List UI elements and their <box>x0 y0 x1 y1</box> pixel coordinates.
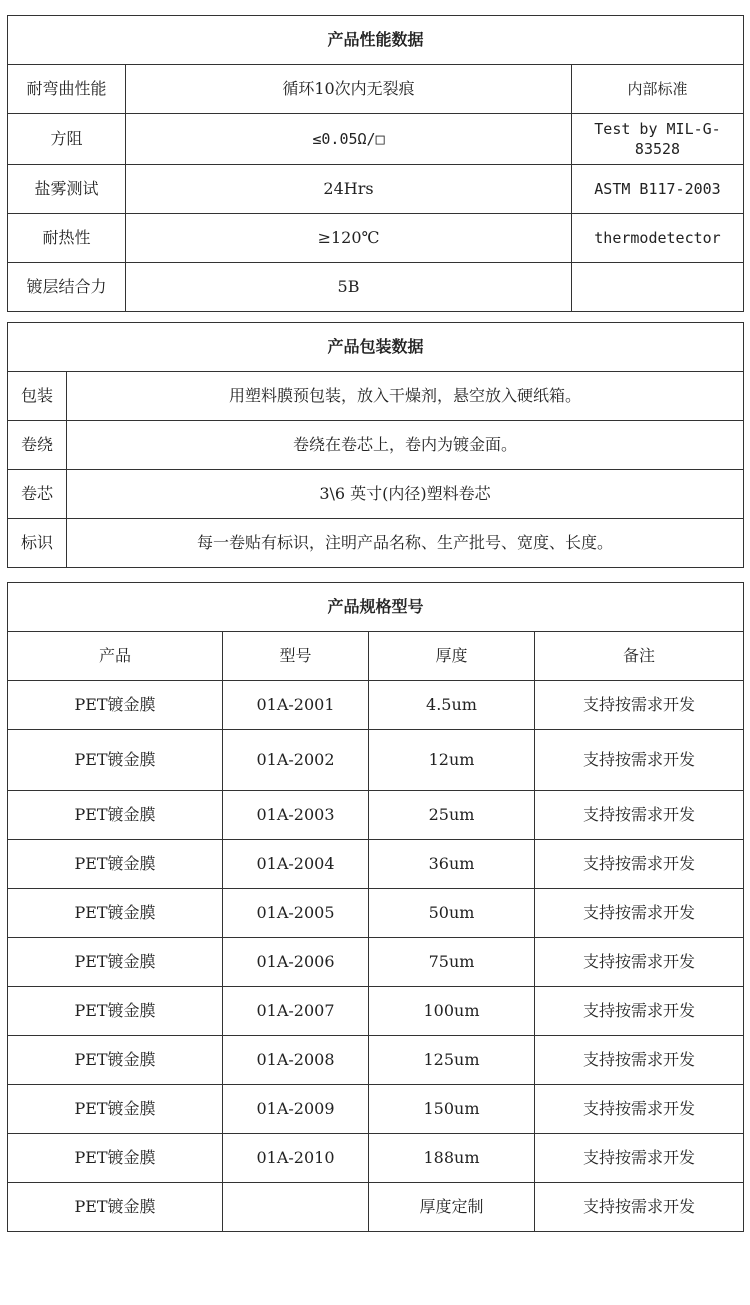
specs-cell-product: PET镀金膜 <box>8 1183 223 1232</box>
specs-cell-model: 01A-2002 <box>223 730 369 791</box>
specs-cell-note: 支持按需求开发 <box>535 1134 744 1183</box>
specs-cell-note: 支持按需求开发 <box>535 1036 744 1085</box>
specs-cell-product: PET镀金膜 <box>8 791 223 840</box>
specs-cell-note: 支持按需求开发 <box>535 791 744 840</box>
specs-cell-model: 01A-2008 <box>223 1036 369 1085</box>
table-row <box>8 372 744 421</box>
specs-cell-note: 支持按需求开发 <box>535 681 744 730</box>
specs-cell-product: PET镀金膜 <box>8 938 223 987</box>
specs-cell-model: 01A-2007 <box>223 987 369 1036</box>
specs-header-row <box>8 632 744 681</box>
specs-cell-thickness: 125um <box>369 1036 535 1085</box>
table-row <box>8 791 744 840</box>
performance-standard: Test by MIL-G-83528 <box>572 114 744 165</box>
specs-cell-note: 支持按需求开发 <box>535 987 744 1036</box>
table-row <box>8 938 744 987</box>
table-row <box>8 987 744 1036</box>
table-row <box>8 1036 744 1085</box>
performance-table <box>7 15 744 312</box>
table-row <box>8 730 744 791</box>
performance-standard: ASTM B117-2003 <box>572 165 744 214</box>
specs-table <box>7 582 744 1232</box>
specs-cell-thickness: 50um <box>369 889 535 938</box>
specs-cell-thickness: 4.5um <box>369 681 535 730</box>
table-row <box>8 214 744 263</box>
specs-cell-thickness: 75um <box>369 938 535 987</box>
table-row <box>8 165 744 214</box>
specs-cell-note: 支持按需求开发 <box>535 889 744 938</box>
specs-cell-model: 01A-2009 <box>223 1085 369 1134</box>
column-header-note: 备注 <box>535 632 744 681</box>
specs-cell-product: PET镀金膜 <box>8 730 223 791</box>
table-row <box>8 470 744 519</box>
specs-cell-product: PET镀金膜 <box>8 681 223 730</box>
table-row <box>8 1183 744 1232</box>
table-row <box>8 263 744 312</box>
performance-value: ≥120℃ <box>126 214 572 263</box>
packaging-value: 3\6 英寸(内径)塑料卷芯 <box>67 470 744 519</box>
packaging-name: 卷芯 <box>8 470 67 519</box>
packaging-value: 卷绕在卷芯上，卷内为镀金面。 <box>67 421 744 470</box>
performance-value: ≤0.05Ω/□ <box>126 114 572 165</box>
specs-cell-thickness: 12um <box>369 730 535 791</box>
specs-cell-product: PET镀金膜 <box>8 840 223 889</box>
table-row <box>8 1134 744 1183</box>
specs-cell-model: 01A-2010 <box>223 1134 369 1183</box>
performance-title-row <box>8 16 744 65</box>
specs-cell-thickness: 150um <box>369 1085 535 1134</box>
packaging-name: 卷绕 <box>8 421 67 470</box>
specs-cell-thickness: 100um <box>369 987 535 1036</box>
specs-cell-note: 支持按需求开发 <box>535 1085 744 1134</box>
performance-title: 产品性能数据 <box>8 16 744 65</box>
performance-name: 耐热性 <box>8 214 126 263</box>
packaging-table <box>7 322 744 568</box>
specs-cell-product: PET镀金膜 <box>8 1036 223 1085</box>
packaging-value: 每一卷贴有标识，注明产品名称、生产批号、宽度、长度。 <box>67 519 744 568</box>
table-row <box>8 421 744 470</box>
specs-cell-note: 支持按需求开发 <box>535 1183 744 1232</box>
packaging-title: 产品包装数据 <box>8 323 744 372</box>
performance-name: 镀层结合力 <box>8 263 126 312</box>
table-row <box>8 1085 744 1134</box>
table-row <box>8 65 744 114</box>
specs-cell-product: PET镀金膜 <box>8 889 223 938</box>
specs-cell-thickness: 厚度定制 <box>369 1183 535 1232</box>
specs-cell-thickness: 188um <box>369 1134 535 1183</box>
performance-value: 24Hrs <box>126 165 572 214</box>
column-header-thickness: 厚度 <box>369 632 535 681</box>
table-row <box>8 889 744 938</box>
table-row <box>8 681 744 730</box>
specs-cell-note: 支持按需求开发 <box>535 730 744 791</box>
performance-standard <box>572 263 744 312</box>
table-row <box>8 840 744 889</box>
specs-cell-model: 01A-2006 <box>223 938 369 987</box>
packaging-value: 用塑料膜预包装，放入干燥剂，悬空放入硬纸箱。 <box>67 372 744 421</box>
specs-cell-note: 支持按需求开发 <box>535 938 744 987</box>
specs-body <box>8 681 744 1232</box>
specs-cell-model <box>223 1183 369 1232</box>
column-header-product: 产品 <box>8 632 223 681</box>
performance-standard: 内部标准 <box>572 65 744 114</box>
table-row <box>8 114 744 165</box>
performance-name: 方阻 <box>8 114 126 165</box>
specs-title: 产品规格型号 <box>8 583 744 632</box>
specs-cell-product: PET镀金膜 <box>8 1085 223 1134</box>
specs-cell-note: 支持按需求开发 <box>535 840 744 889</box>
specs-cell-model: 01A-2001 <box>223 681 369 730</box>
column-header-model: 型号 <box>223 632 369 681</box>
performance-name: 盐雾测试 <box>8 165 126 214</box>
performance-name: 耐弯曲性能 <box>8 65 126 114</box>
packaging-title-row <box>8 323 744 372</box>
packaging-name: 包装 <box>8 372 67 421</box>
specs-cell-product: PET镀金膜 <box>8 987 223 1036</box>
specs-title-row <box>8 583 744 632</box>
specs-cell-thickness: 25um <box>369 791 535 840</box>
performance-value: 循环10次内无裂痕 <box>126 65 572 114</box>
specs-cell-model: 01A-2003 <box>223 791 369 840</box>
specs-cell-model: 01A-2005 <box>223 889 369 938</box>
performance-standard: thermodetector <box>572 214 744 263</box>
table-row <box>8 519 744 568</box>
specs-cell-product: PET镀金膜 <box>8 1134 223 1183</box>
performance-value: 5B <box>126 263 572 312</box>
packaging-name: 标识 <box>8 519 67 568</box>
specs-cell-thickness: 36um <box>369 840 535 889</box>
specs-cell-model: 01A-2004 <box>223 840 369 889</box>
